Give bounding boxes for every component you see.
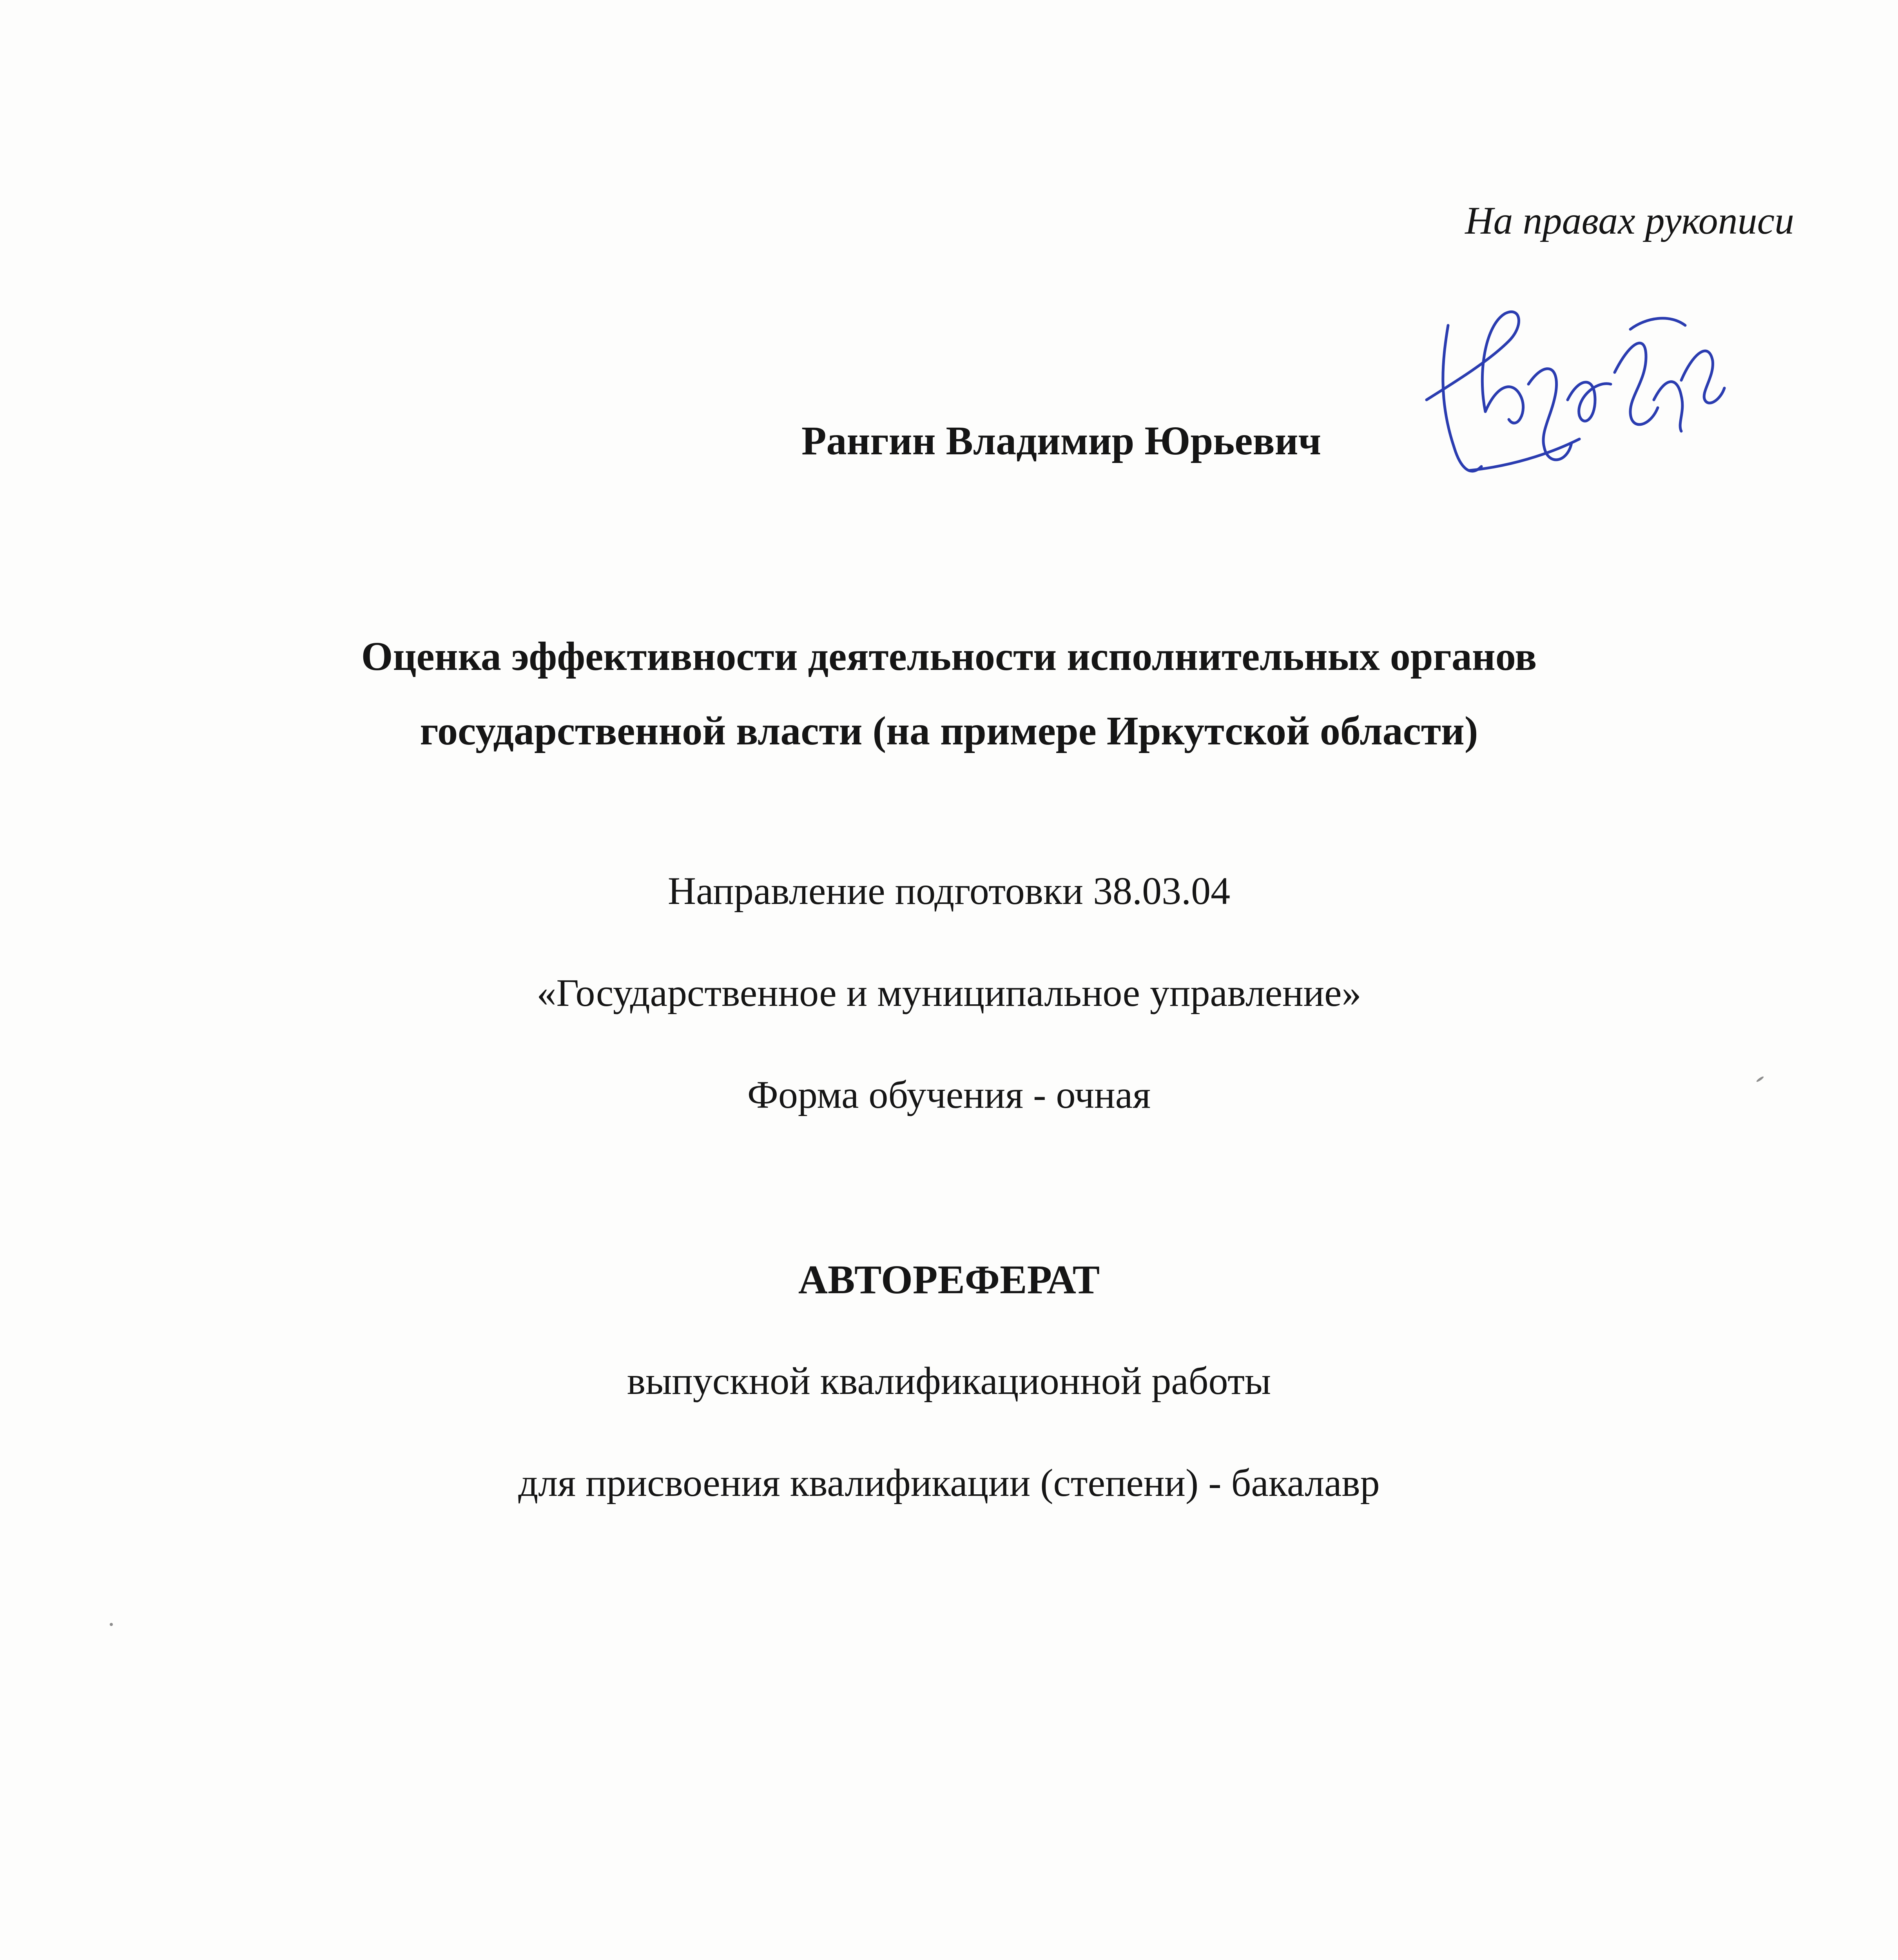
- scan-speck: [110, 1623, 113, 1626]
- document-type-heading: АВТОРЕФЕРАТ: [798, 1257, 1100, 1302]
- manuscript-note: На правах рукописи: [1465, 199, 1794, 242]
- study-specialty: «Государственное и муниципальное управление»: [537, 971, 1361, 1014]
- signature-icon: [1411, 282, 1732, 486]
- study-direction: Направление подготовки 38.03.04: [667, 869, 1231, 913]
- thesis-title-line-2: государственной власти (на примере Иркутской области): [420, 708, 1478, 753]
- study-form: Форма обучения - очная: [747, 1073, 1151, 1116]
- document-type-line-1: выпускной квалификационной работы: [627, 1359, 1271, 1403]
- document-type-line-2: для присвоения квалификации (степени) - бакалавр: [518, 1461, 1380, 1504]
- author-name: Рангин Владимир Юрьевич: [801, 418, 1322, 463]
- thesis-title-line-1: Оценка эффективности деятельности исполнительных органов: [361, 634, 1537, 679]
